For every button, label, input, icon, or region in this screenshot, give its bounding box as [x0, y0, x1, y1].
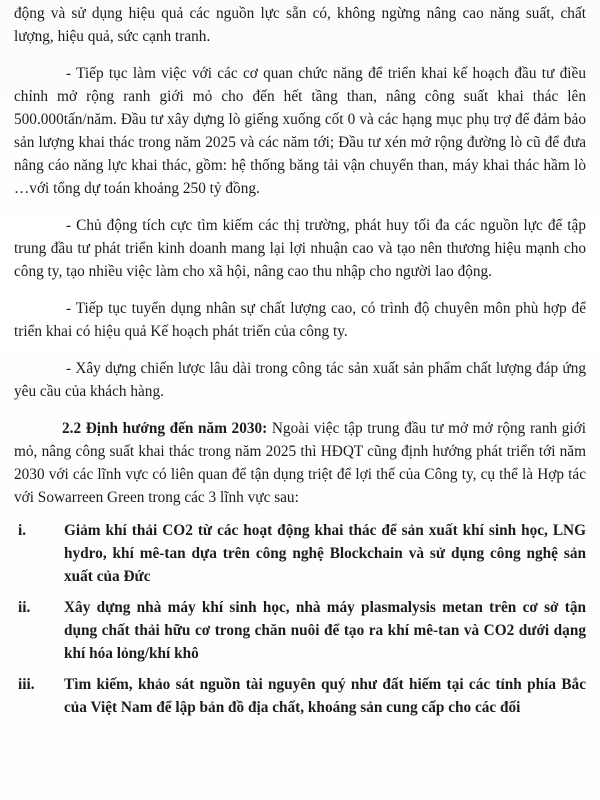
paragraph-continuation: động và sử dụng hiệu quả các nguồn lực sẵn có, không ngừng nâng cao năng suất, chất lượng, hiệu quả, sức cạnh tranh. — [14, 5, 586, 45]
list-item-number: i. — [18, 522, 27, 539]
bullet-paragraph-strategy: - Xây dựng chiến lược lâu dài trong công tác sản xuất sản phẩm chất lượng đáp ứng yêu cầu của khách hàng. — [14, 360, 586, 400]
list-item-number: ii. — [18, 599, 31, 616]
bullet-paragraph-mine-expansion: - Tiếp tục làm việc với các cơ quan chức năng để triển khai kế hoạch đầu tư điều chỉnh mở rộng ranh giới mỏ cho đến hết tầng than, nâng công suất khai thác lên 500.000tấn/năm. Đầu tư xây dựng lò giếng xuống cốt 0 và các hạng mục phụ trợ để đảm bảo sản lượng khai thác trong năm 2025 và các năm tới; Đầu tư xén mở rộng đường lò cũ để đưa nâng cáo năng lực khai thác, gồm: hệ thống băng tải vận chuyển than, máy khai thác hầm lò …với tổng dự toán khoảng 250 tỷ đồng. — [14, 65, 586, 197]
list-item — [14, 519, 586, 588]
section-body-2030: Ngoài việc tập trung đầu tư mở mở rộng ranh giới mỏ, nâng công suất khai thác trong năm 2025 thì HĐQT cũng định hướng phát triển tới năm 2030 với các lĩnh vực có liên quan để tận dụng triệt để lợi thế của Công ty, cụ thể là Hợp tác với Sowarreen Green trong các 3 lĩnh vực sau: — [14, 420, 586, 506]
section-heading-2030: 2.2 Định hướng đến năm 2030: — [62, 420, 268, 437]
list-item-text: Tìm kiếm, khảo sát nguồn tài nguyên quý như đất hiếm tại các tỉnh phía Bắc của Việt Nam để lập bản đồ địa chất, khoáng sản cung cấp cho các đối — [64, 676, 586, 716]
list-item-number: iii. — [18, 676, 35, 693]
roman-numeral-list — [14, 519, 586, 719]
bullet-paragraph-market-search: - Chủ động tích cực tìm kiếm các thị trường, phát huy tối đa các nguồn lực để tập trung đầu tư phát triển kinh doanh mang lại lợi nhuận cao và tạo nên thương hiệu mạnh cho công ty, tạo nhiều việc làm cho xã hội, nâng cao thu nhập cho người lao động. — [14, 217, 586, 280]
list-item — [14, 596, 586, 665]
list-item-text: Giảm khí thải CO2 từ các hoạt động khai thác để sản xuất khí sinh học, LNG hydro, khí mê-tan dựa trên công nghệ Blockchain và sử dụng công nghệ sản xuất của Đức — [64, 522, 586, 585]
list-item — [14, 673, 586, 719]
section-paragraph-2030 — [14, 417, 586, 509]
list-item-text: Xây dựng nhà máy khí sinh học, nhà máy plasmalysis metan trên cơ sở tận dụng chất thải hữu cơ trong chăn nuôi để tạo ra khí mê-tan và CO2 dưới dạng khí hóa lỏng/khí khô — [64, 599, 586, 662]
bullet-paragraph-recruitment: - Tiếp tục tuyển dụng nhân sự chất lượng cao, có trình độ chuyên môn phù hợp để triển khai có hiệu quả Kế hoạch phát triển của công ty. — [14, 300, 586, 340]
